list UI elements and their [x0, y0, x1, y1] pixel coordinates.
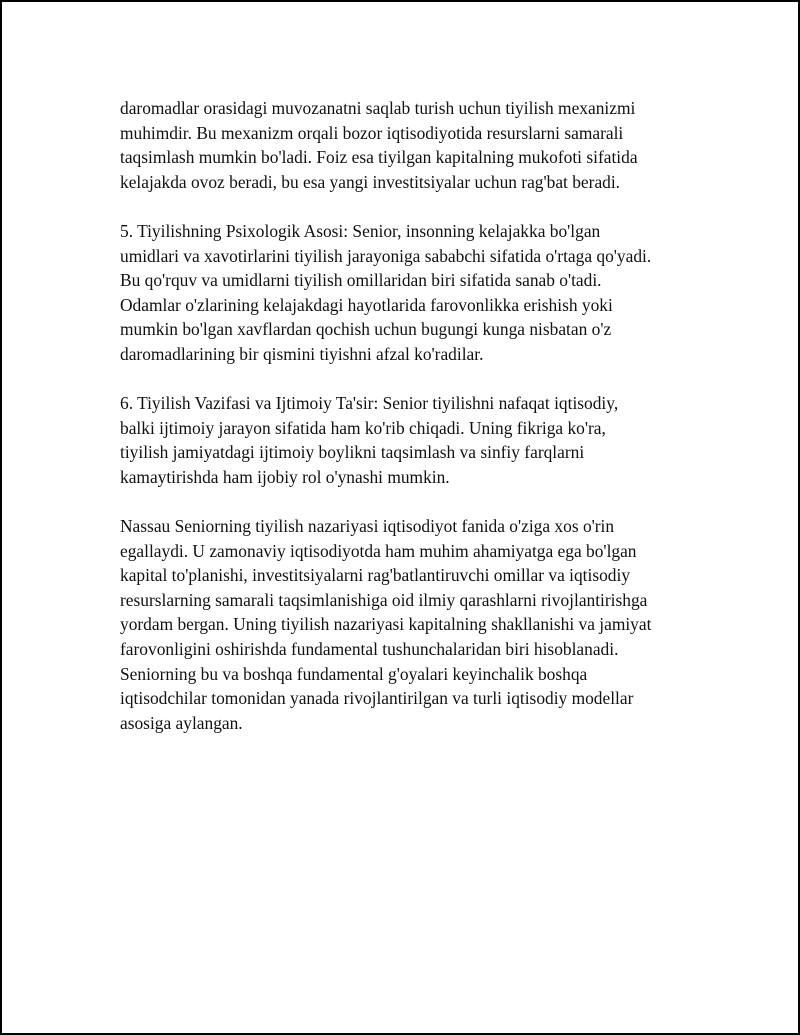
- paragraph-section-6: 6. Tiyilish Vazifasi va Ijtimoiy Ta'sir: Senior tiyilishni nafaqat iqtisodiy, balki ijtimoiy jarayon sifatida ham ko'rib chiqadi. Uning fikriga ko'ra, tiyilish jamiyatdagi ijtimoiy boylikni taqsimlash va sinfiy farqlarni kamaytirishda ham ijobiy rol o'ynashi mumkin.: [120, 393, 619, 487]
- document-body: [120, 96, 700, 760]
- paragraph-continuation: daromadlar orasidagi muvozanatni saqlab turish uchun tiyilish mexanizmi muhimdir. Bu mexanizm orqali bozor iqtisodiyotida resurslarni samarali taqsimlash mumkin bo'ladi. Foiz esa tiyilgan kapitalning mukofoti sifatida kelajakda ovoz beradi, bu esa yangi investitsiyalar uchun rag'bat beradi.: [120, 98, 638, 192]
- paragraph-section-5: 5. Tiyilishning Psixologik Asosi: Senior, insonning kelajakka bo'lgan umidlari va xavotirlarini tiyilish jarayoniga sababchi sifatida o'rtaga qo'yadi. Bu qo'rquv va umidlarni tiyilish omillaridan biri sifatida sanab o'tadi. Odamlar o'zlarining kelajakdagi hayotlarida farovonlikka erishish yoki mumkin bo'lgan xavflardan qochish uchun bugungi kunga nisbatan o'z daromadlarining bir qismini tiyishni afzal ko'radilar.: [120, 220, 652, 364]
- paragraph-conclusion: Nassau Seniorning tiyilish nazariyasi iqtisodiyot fanida o'ziga xos o'rin egallaydi. U zamonaviy iqtisodiyotda ham muhim ahamiyatga ega bo'lgan kapital to'planishi, investitsiyalarni rag'batlantiruvchi omillar va iqtisodiy resurslarning samarali taqsimlanishiga oid ilmiy qarashlarni rivojlantirishga yordam bergan. Uning tiyilish nazariyasi kapitalning shakllanishi va jamiyat farovonligini oshirishda fundamental tushunchalaridan biri hisoblanadi. Seniorning bu va boshqa fundamental g'oyalari keyinchalik boshqa iqtisodchilar tomonidan yanada rivojlantirilgan va turli iqtisodiy modellar asosiga aylangan.: [120, 516, 652, 733]
